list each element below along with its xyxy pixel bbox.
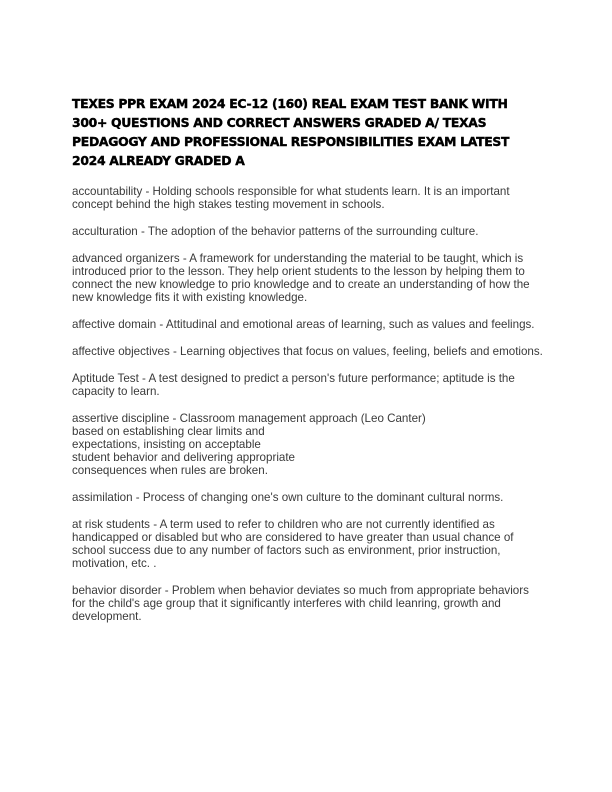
glossary-entry-assimilation: assimilation - Process of changing one's own culture to the dominant cultural norms. (72, 491, 504, 504)
glossary-entry-accountability: accountability - Holding schools responsible for what students learn. It is an important concept behind the high stakes testing movement in schools. (72, 185, 510, 211)
glossary-entries (72, 185, 544, 637)
glossary-entry-behavior-disorder: behavior disorder - Problem when behavior deviates so much from appropriate behaviors for the child's age group that it significantly interferes with child leanring, growth and development. (72, 584, 529, 623)
glossary-entry-affective-domain: affective domain - Attitudinal and emotional areas of learning, such as values and feelings. (72, 318, 535, 331)
glossary-entry-aptitude-test: Aptitude Test - A test designed to predict a person's future performance; aptitude is the capacity to learn. (72, 372, 515, 398)
glossary-entry-at-risk-students: at risk students - A term used to refer to children who are not currently identified as handicapped or disabled but who are considered to have greater than usual chance of school success due to any number of factors such as environment, prior instruction, motivation, etc. . (72, 518, 514, 570)
glossary-entry-assertive-discipline: assertive discipline - Classroom management approach (Leo Canter) based on establishing clear limits and expectations, insisting on acceptable student behavior and delivering appropriate consequences when rules are broken. (72, 412, 426, 477)
glossary-entry-acculturation: acculturation - The adoption of the behavior patterns of the surrounding culture. (72, 225, 479, 238)
glossary-entry-affective-objectives: affective objectives - Learning objectives that focus on values, feeling, beliefs and emotions. (72, 345, 543, 358)
glossary-entry-advanced-organizers: advanced organizers - A framework for understanding the material to be taught, which is introduced prior to the lesson. They help orient students to the lesson by helping them to connect the new knowledge to prio knowledge and to create an understanding of how the new knowledge fits it with existing knowledge. (72, 252, 530, 304)
document-title: TEXES PPR EXAM 2024 EC-12 (160) REAL EXAM TEST BANK WITH 300+ QUESTIONS AND CORRECT ANSWERS GRADED A/ TEXAS PEDAGOGY AND PROFESSIONAL RESPONSIBILITIES EXAM LATEST 2024 ALREADY GRADED A (72, 96, 510, 168)
